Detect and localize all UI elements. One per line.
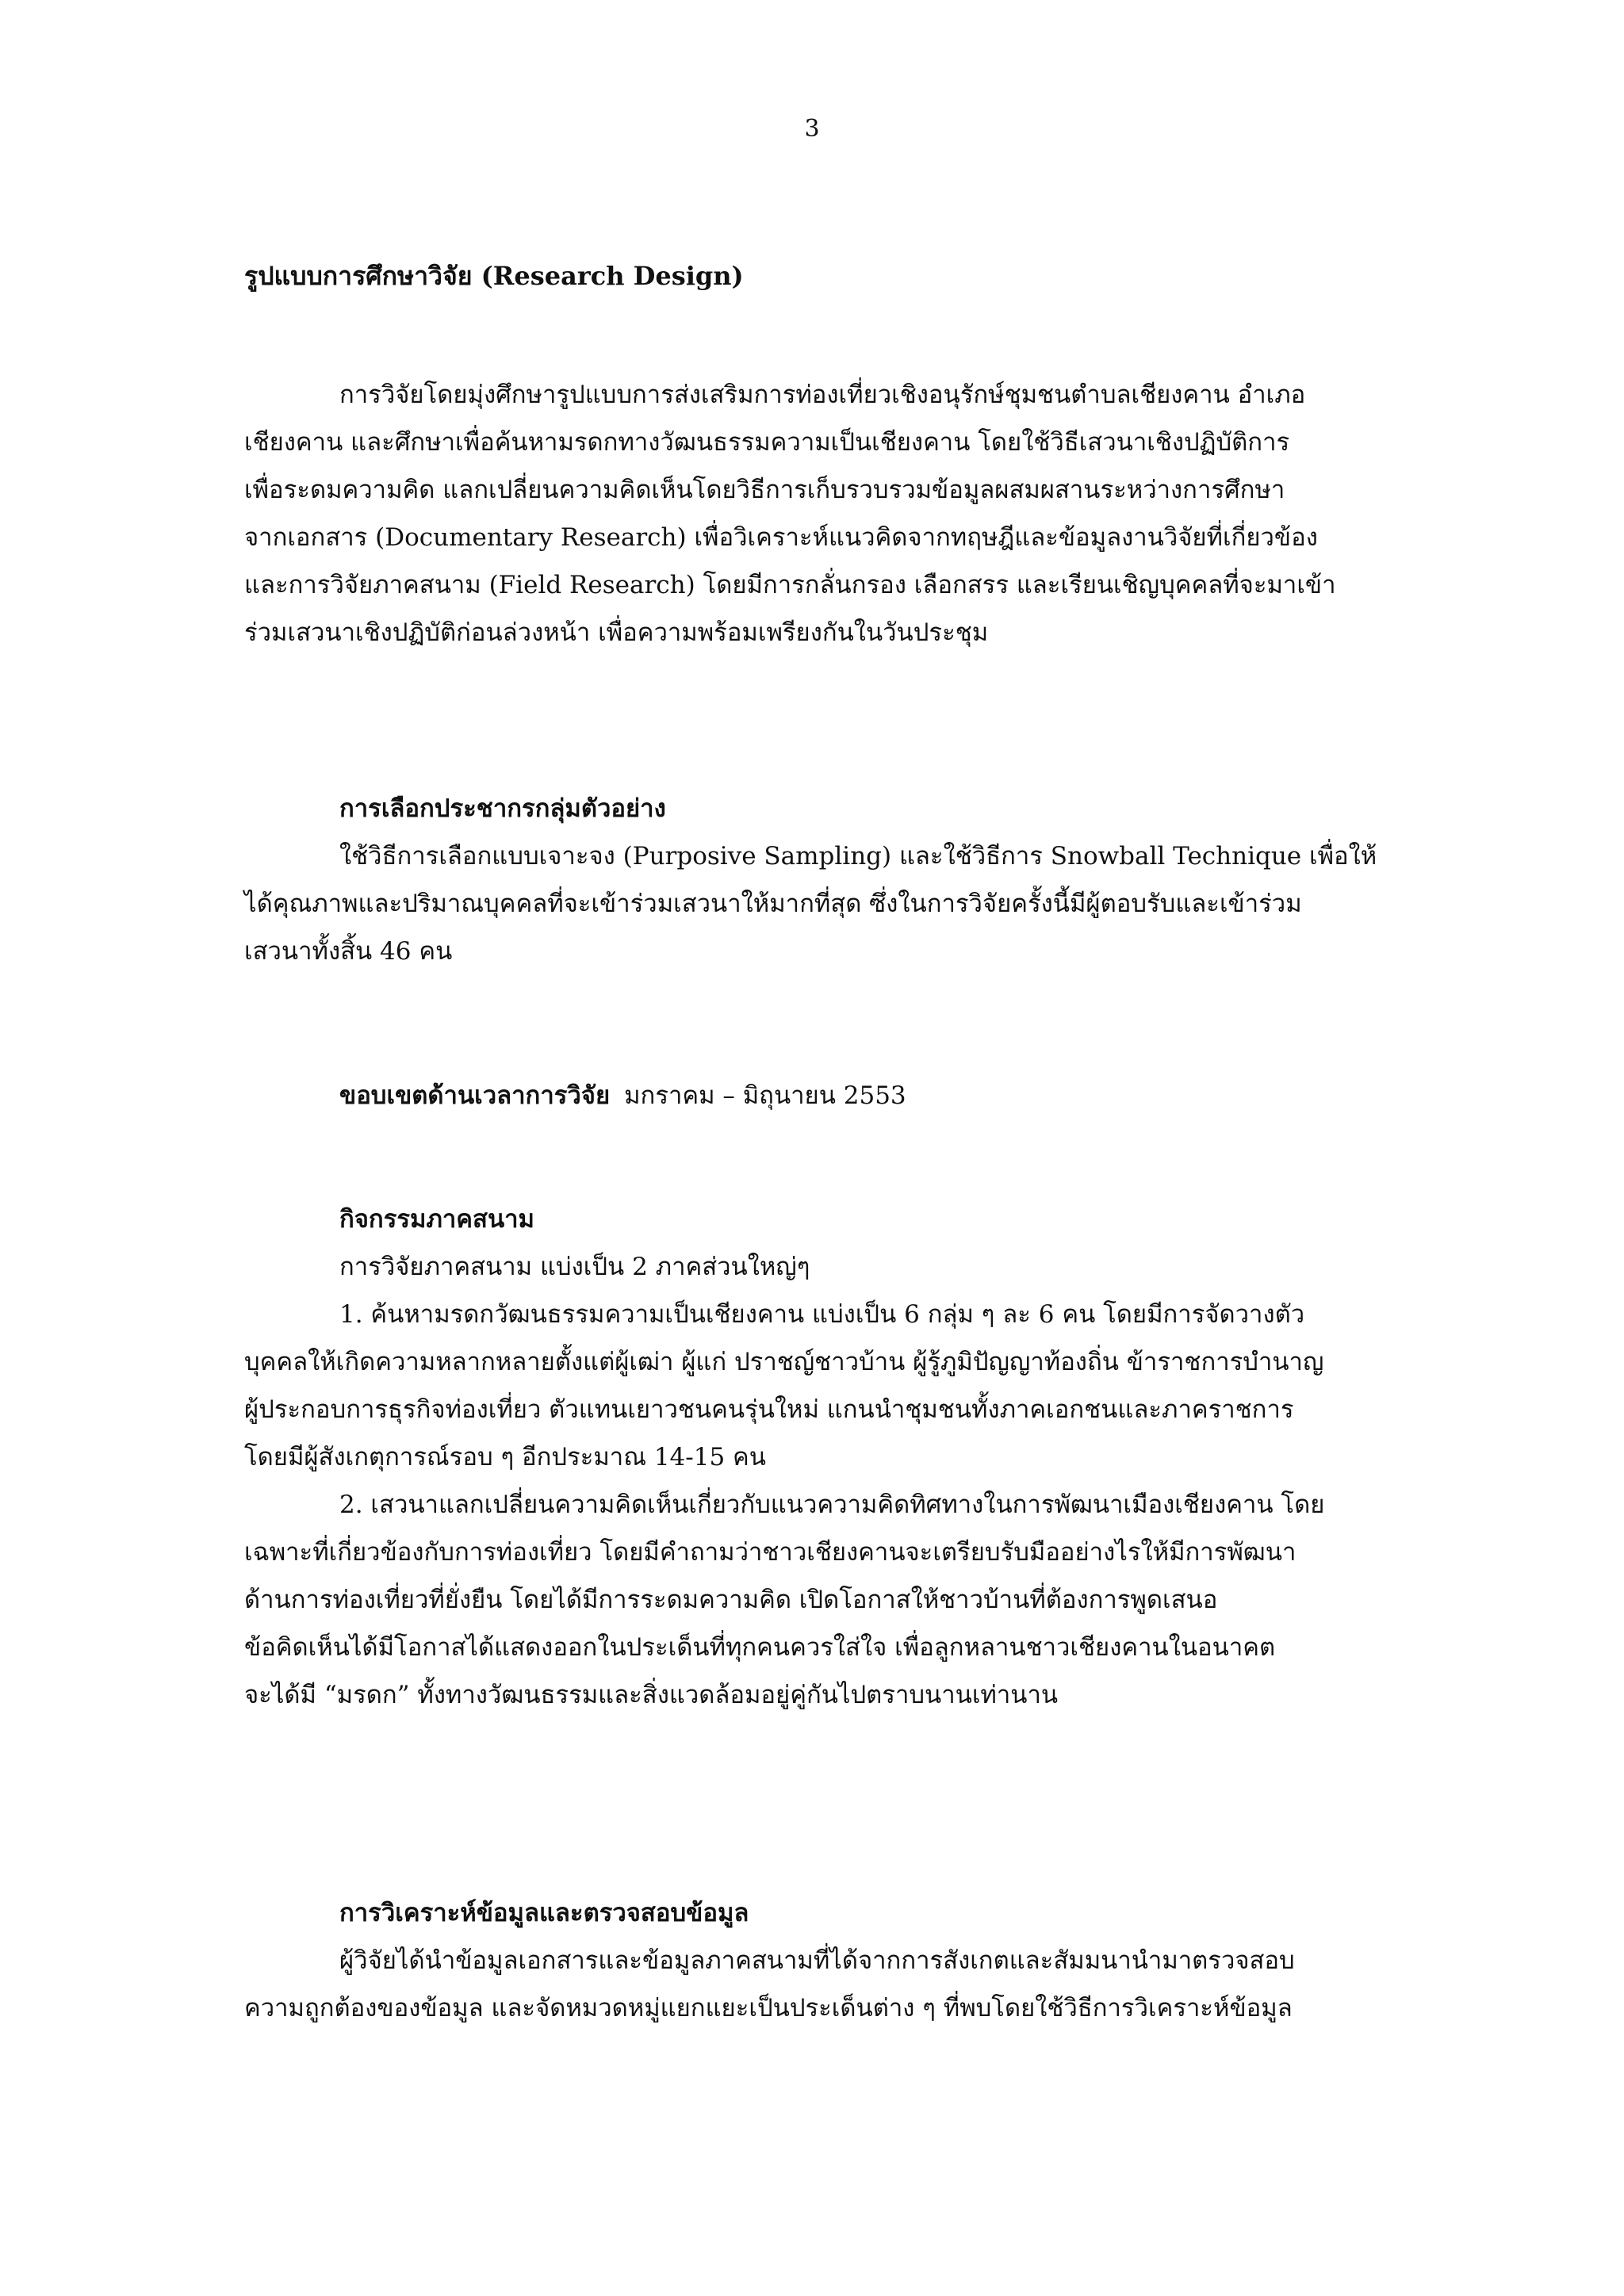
list-item-line: ผู้ประกอบการธุรกิจท่องเที่ยว ตัวแทนเยาวชนคนรุ่นใหม่ แกนนำชุมชนทั้งภาคเอกชนและภาคราชการ: [244, 1395, 1294, 1424]
fieldwork-intro: การวิจัยภาคสนาม แบ่งเป็น 2 ภาคส่วนใหญ่ๆ: [339, 1253, 810, 1281]
paragraph-line: ผู้วิจัยได้นำข้อมูลเอกสารและข้อมูลภาคสนามที่ได้จากการสังเกตและสัมมนานำมาตรวจสอบ: [339, 1946, 1295, 1975]
sampling-section: [244, 785, 1426, 975]
paragraph-line: เพื่อระดมความคิด แลกเปลี่ยนความคิดเห็นโดยวิธีการเก็บรวบรวมข้อมูลผสมผสานระหว่างการศึกษา: [244, 476, 1285, 504]
paragraph-line: ใช้วิธีการเลือกแบบเจาะจง (Purposive Sampling) และใช้วิธีการ Snowball Technique เพื่อให้: [339, 842, 1377, 871]
intro-paragraph: [244, 371, 1426, 656]
list-item-line: 2. เสวนาแลกเปลี่ยนความคิดเห็นเกี่ยวกับแนวความคิดทิศทางในการพัฒนาเมืองเชียงคาน โดย: [339, 1490, 1325, 1519]
paragraph-line: และการวิจัยภาคสนาม (Field Research) โดยมีการกลั่นกรอง เลือกสรร และเรียนเชิญบุคคลที่จะมาเข้า: [244, 571, 1336, 599]
paragraph-line: ความถูกต้องของข้อมูล และจัดหมวดหมู่แยกแยะเป็นประเด็นต่าง ๆ ที่พบโดยใช้วิธีการวิเคราะห์ข้อมูล: [244, 1994, 1293, 2022]
section-title: รูปแบบการศึกษาวิจัย (Research Design): [244, 261, 744, 291]
time-scope-label: ขอบเขตด้านเวลาการวิจัย: [339, 1081, 611, 1110]
analysis-heading: การวิเคราะห์ข้อมูลและตรวจสอบข้อมูล: [339, 1899, 749, 1927]
sampling-heading: การเลือกประชากรกลุ่มตัวอย่าง: [339, 794, 666, 823]
time-scope-section: [244, 1072, 1426, 1119]
list-item-line: ข้อคิดเห็นได้มีโอกาสได้แสดงออกในประเด็นที่ทุกคนควรใส่ใจ เพื่อลูกหลานชาวเชียงคานในอนาคต: [244, 1633, 1276, 1662]
paragraph-line: ร่วมเสวนาเชิงปฏิบัติก่อนล่วงหน้า เพื่อความพร้อมเพรียงกันในวันประชุม: [244, 618, 989, 647]
paragraph-line: เชียงคาน และศึกษาเพื่อค้นหามรดกทางวัฒนธรรมความเป็นเชียงคาน โดยใช้วิธีเสวนาเชิงปฏิบัติการ: [244, 428, 1290, 457]
list-item-line: 1. ค้นหามรดกวัฒนธรรมความเป็นเชียงคาน แบ่งเป็น 6 กลุ่ม ๆ ละ 6 คน โดยมีการจัดวางตัว: [339, 1300, 1305, 1329]
section-research-design: [244, 252, 1426, 300]
time-scope-value: มกราคม – มิถุนายน 2553: [624, 1081, 906, 1110]
list-item-line: จะได้มี “มรดก” ทั้งทางวัฒนธรรมและสิ่งแวดล้อมอยู่คู่กันไปตราบนานเท่านาน: [244, 1681, 1059, 1709]
paragraph-line: จากเอกสาร (Documentary Research) เพื่อวิเคราะห์แนวคิดจากทฤษฎีและข้อมูลงานวิจัยที่เกี่ยวข้อง: [244, 523, 1318, 552]
list-item-line: ด้านการท่องเที่ยวที่ยั่งยืน โดยได้มีการระดมความคิด เปิดโอกาสให้ชาวบ้านที่ต้องการพูดเสนอ: [244, 1586, 1218, 1614]
list-item-line: โดยมีผู้สังเกตุการณ์รอบ ๆ อีกประมาณ 14-15 คน: [244, 1443, 766, 1471]
page-number: 3: [804, 115, 820, 143]
paragraph-line: ได้คุณภาพและปริมาณบุคคลที่จะเข้าร่วมเสวนาให้มากที่สุด ซึ่งในการวิจัยครั้งนี้มีผู้ตอบรับและเข้าร่วม: [244, 890, 1302, 918]
time-scope-row: [244, 1072, 1426, 1119]
fieldwork-heading: กิจกรรมภาคสนาม: [339, 1205, 534, 1234]
list-item-line: เฉพาะที่เกี่ยวข้องกับการท่องเที่ยว โดยมีคำถามว่าชาวเชียงคานจะเตรียบรับมืออย่างไรให้มีการพัฒนา: [244, 1538, 1297, 1567]
list-item-line: บุคคลให้เกิดความหลากหลายตั้งแต่ผู้เฒ่า ผู้แก่ ปราชญ์ชาวบ้าน ผู้รู้ภูมิปัญญาท้องถิ่น ข้าราชการบำนาญ: [244, 1348, 1324, 1376]
analysis-section: [244, 1889, 1426, 2032]
paragraph-line: เสวนาทั้งสิ้น 46 คน: [244, 937, 453, 966]
paragraph-line: การวิจัยโดยมุ่งศึกษารูปแบบการส่งเสริมการท่องเที่ยวเชิงอนุรักษ์ชุมชนตำบลเชียงคาน อำเภอ: [339, 381, 1306, 409]
fieldwork-section: [244, 1196, 1426, 1719]
